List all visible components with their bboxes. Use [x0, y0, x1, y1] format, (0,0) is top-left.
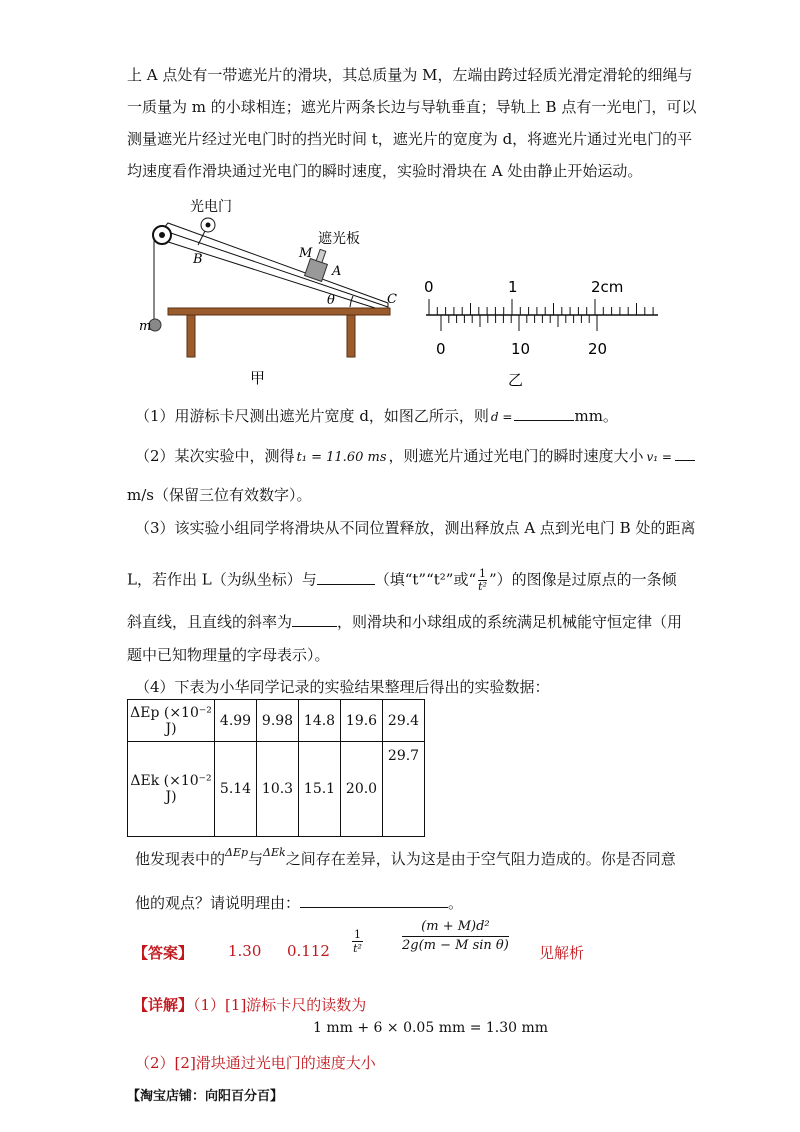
question-1: （1）用游标卡尺测出遮光片宽度 d，如图乙所示，则 d = mm。	[135, 407, 618, 425]
intro-line-2: 一质量为 m 的小球相连；遮光片两条长边与导轨垂直；导轨上 B 点有一光电门，可以	[127, 98, 697, 116]
table-leg-left	[187, 315, 195, 357]
label-shading-plate: 遮光板	[318, 231, 360, 247]
table-cell: 15.1	[299, 742, 341, 837]
label-C: C	[387, 292, 397, 307]
table-cell: 29.4	[383, 700, 425, 742]
answer-blank-3[interactable]	[317, 570, 375, 585]
table-leg-right	[347, 315, 355, 357]
after-line-1: 他发现表中的ΔEp与ΔEk之间存在差异，认为这是由于空气阻力造成的。你是否同意	[135, 846, 676, 868]
main-label-1: 1	[508, 278, 518, 296]
answer-3: 1 t²	[353, 928, 362, 955]
fraction-1-over-t2: $\frac{1}{\text{t²}}$	[478, 567, 487, 593]
footer-shop: 【淘宝店铺：向阳百分百】	[127, 1089, 284, 1104]
vernier-label-10: 10	[511, 340, 531, 358]
angle-arc	[350, 296, 353, 307]
question-4-line-1: （4）下表为小华同学记录的实验结果整理后得出的实验数据：	[135, 678, 550, 696]
question-3-line-1: （3）该实验小组同学将滑块从不同位置释放，测出释放点 A 点到光电门 B 处的距离	[135, 519, 696, 537]
table-cell: 10.3	[257, 742, 299, 837]
figure-vernier-caliper	[420, 270, 670, 390]
answer-4: (m + M)d² 2g(m − M sin θ)	[402, 919, 509, 953]
table-cell: 19.6	[341, 700, 383, 742]
answer-tag: 【答案】	[133, 944, 194, 962]
main-label-0: 0	[424, 278, 434, 296]
answer-blank-1[interactable]	[514, 406, 574, 421]
detail-line-2: （2）[2]滑块通过光电门的速度大小	[135, 1054, 376, 1072]
label-A: A	[332, 264, 342, 279]
vernier-label-20: 20	[588, 340, 608, 358]
table-cell: 9.98	[257, 700, 299, 742]
row-label-ep: ΔEp (×10⁻² J)	[128, 700, 215, 742]
table-cell: 20.0	[341, 742, 383, 837]
answer-blank-5[interactable]	[300, 893, 448, 908]
table-cell: 4.99	[215, 700, 257, 742]
vernier-scale-ticks	[441, 315, 597, 331]
caption-yi: 乙	[508, 371, 524, 389]
pulley-axle	[159, 232, 165, 238]
detail-formula: 1 mm + 6 × 0.05 mm = 1.30 mm	[313, 1020, 549, 1036]
table-cell: 29.7	[383, 742, 425, 837]
label-M: M	[299, 246, 313, 261]
table-row-ep	[128, 700, 425, 742]
question-3-line-3: 斜直线，且直线的斜率为 ，则滑块和小球组成的系统满足机械能守恒定律（用	[127, 613, 683, 631]
caption-jia: 甲	[250, 369, 266, 387]
label-B: B	[193, 252, 203, 267]
answer-blank-4[interactable]	[292, 612, 337, 627]
data-table	[127, 699, 425, 837]
figure-incline-apparatus	[135, 195, 405, 395]
vernier-label-0: 0	[436, 340, 446, 358]
intro-line-3: 测量遮光片经过光电门时的挡光时间 t，遮光片的宽度为 d，将遮光片通过光电门的平	[127, 130, 693, 148]
answer-5: 见解析	[539, 944, 585, 962]
label-theta: θ	[327, 293, 335, 308]
label-m: m	[139, 319, 152, 334]
intro-line-4: 均速度看作滑块通过光电门的瞬时速度，实验时滑块在 A 处由静止开始运动。	[127, 162, 643, 180]
table-cell: 5.14	[215, 742, 257, 837]
detail-line-1: 【详解】（1）[1]游标卡尺的读数为	[133, 996, 367, 1014]
label-photogate: 光电门	[190, 199, 232, 215]
table-row-ek	[128, 742, 425, 837]
after-line-2: 他的观点？请说明理由： 。	[135, 894, 464, 912]
question-2-line-2: m/s（保留三位有效数字）。	[127, 486, 312, 504]
row-label-ek: ΔEk (×10⁻² J)	[128, 742, 215, 837]
answer-blank-2[interactable]	[675, 446, 695, 461]
answer-1: 1.30	[228, 942, 262, 960]
answer-2: 0.112	[287, 942, 330, 960]
question-3-line-2: L，若作出 L（为纵坐标）与 （填“t”“t²”或“ $\frac{1}{\text{t²}}$ ”）的图像是过原点的一条倾	[127, 567, 677, 593]
table-top	[168, 308, 390, 315]
shading-plate	[316, 249, 326, 262]
question-3-line-4: 题中已知物理量的字母表示）。	[127, 646, 330, 664]
main-scale-ticks	[429, 299, 653, 315]
main-label-2cm: 2cm	[591, 278, 624, 296]
incline-base	[162, 240, 375, 308]
table-cell: 14.8	[299, 700, 341, 742]
question-2: （2）某次实验中，测得 t₁ = 11.60 ms ，则遮光片通过光电门的瞬时速度大小 v₁ =	[135, 445, 695, 466]
intro-line-1: 上 A 点处有一带遮光片的滑块，其总质量为 M，左端由跨过轻质光滑定滑轮的细绳与	[127, 66, 693, 84]
